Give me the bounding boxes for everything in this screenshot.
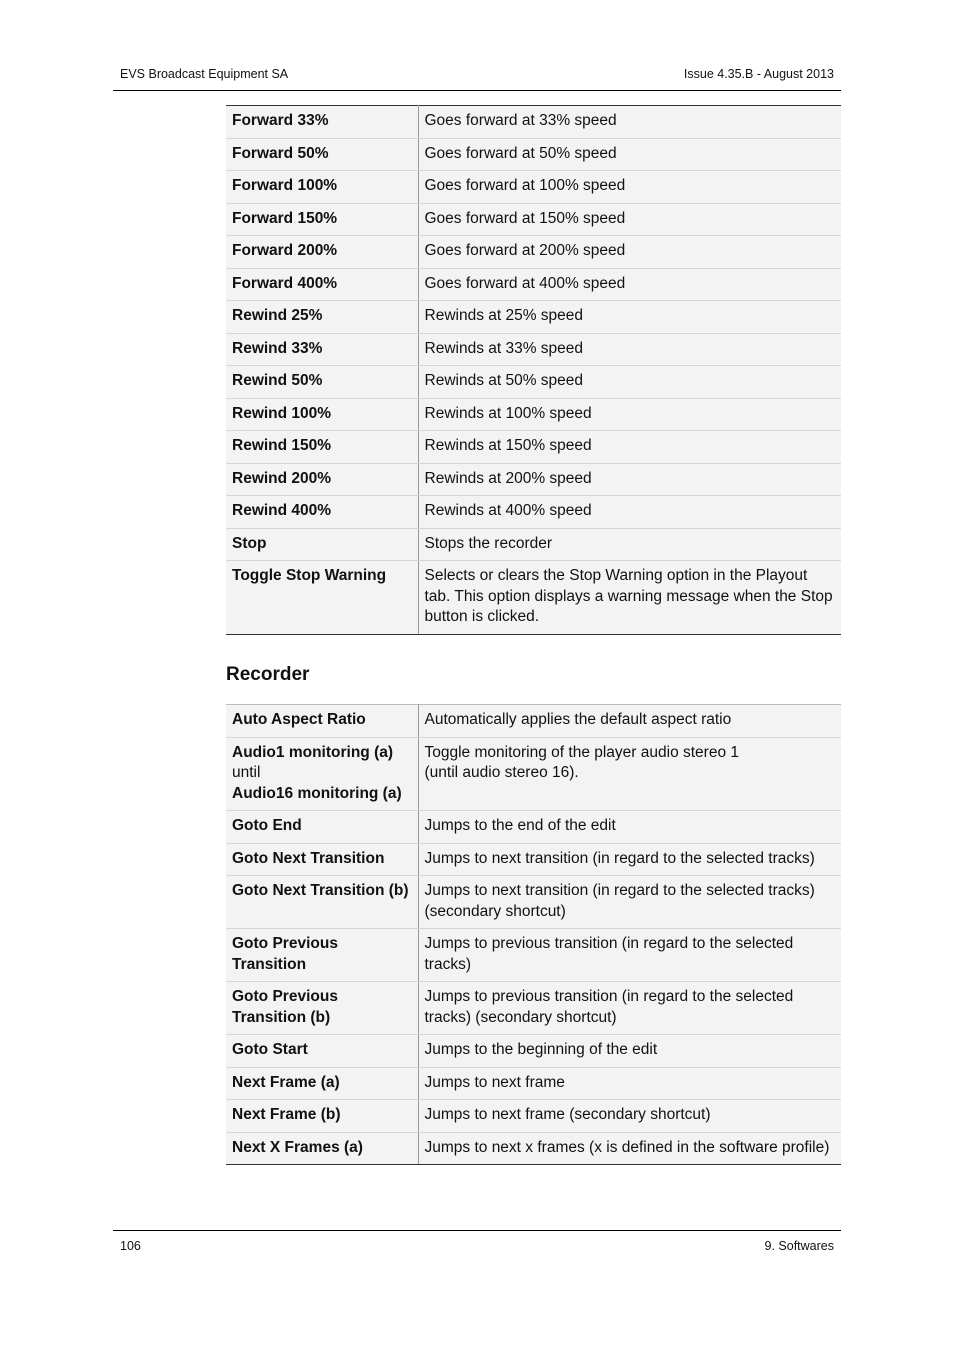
table-row xyxy=(226,463,841,496)
table-row xyxy=(226,138,841,171)
table-row xyxy=(226,236,841,269)
shortcut-table-playback xyxy=(226,105,841,635)
shortcut-range-word: until xyxy=(232,764,261,781)
shortcut-name-cell xyxy=(226,496,418,529)
shortcut-name-cell xyxy=(226,528,418,561)
shortcut-name-cell xyxy=(226,929,418,982)
table-row xyxy=(226,301,841,334)
shortcut-description-cell xyxy=(418,138,841,171)
shortcut-description: Jumps to next frame xyxy=(424,1073,565,1091)
table-row xyxy=(226,171,841,204)
shortcut-description-cell xyxy=(418,366,841,399)
table-row xyxy=(226,561,841,635)
shortcut-description: Goes forward at 400% speed xyxy=(424,274,626,292)
shortcut-description-cell xyxy=(418,528,841,561)
table-row xyxy=(226,528,841,561)
table-row xyxy=(226,333,841,366)
table-row xyxy=(226,203,841,236)
shortcut-name: Goto Start xyxy=(232,1041,308,1058)
shortcut-name-cell xyxy=(226,106,418,139)
shortcut-description-cell xyxy=(418,737,841,811)
shortcut-description-cell xyxy=(418,203,841,236)
shortcut-name: Goto End xyxy=(232,817,302,834)
shortcut-description-cell xyxy=(418,982,841,1035)
shortcut-description: Rewinds at 50% speed xyxy=(424,372,584,389)
header-company: EVS Broadcast Equipment SA xyxy=(120,67,289,81)
shortcut-description: Rewinds at 25% speed xyxy=(424,307,584,324)
table-row xyxy=(226,106,841,139)
shortcut-name-cell xyxy=(226,561,418,635)
shortcut-description-cell xyxy=(418,929,841,982)
table-row xyxy=(226,929,841,982)
table-row xyxy=(226,431,841,464)
shortcut-name: Rewind 50% xyxy=(232,372,323,389)
shortcut-description: Jumps to next transition (in regard to the selected tracks) xyxy=(424,849,815,867)
shortcut-description-cell xyxy=(418,171,841,204)
shortcut-name: Goto Next Transition (b) xyxy=(232,882,409,899)
shortcut-name-cell xyxy=(226,811,418,844)
table-row xyxy=(226,1132,841,1165)
shortcut-description-cell xyxy=(418,811,841,844)
table-row xyxy=(226,398,841,431)
shortcut-description: Rewinds at 33% speed xyxy=(424,339,584,357)
shortcut-description-cell xyxy=(418,333,841,366)
header-issue: Issue 4.35.B - August 2013 xyxy=(683,67,834,81)
footer-chapter: 9. Softwares xyxy=(764,1239,834,1253)
page-footer xyxy=(113,1230,841,1257)
shortcut-name-cell xyxy=(226,268,418,301)
table-row xyxy=(226,705,841,738)
page-number: 106 xyxy=(120,1239,141,1253)
table-row xyxy=(226,876,841,929)
shortcut-name: Forward 150% xyxy=(232,209,338,227)
shortcut-description: Jumps to the end of the edit xyxy=(424,817,616,834)
table-row xyxy=(226,496,841,529)
shortcut-name-cell xyxy=(226,301,418,334)
shortcut-name-end: Audio16 monitoring (a) xyxy=(232,784,402,802)
shortcut-description-cell xyxy=(418,236,841,269)
table-row xyxy=(226,268,841,301)
table-row xyxy=(226,843,841,876)
shortcut-description-cell xyxy=(418,398,841,431)
shortcut-name-cell xyxy=(226,1100,418,1133)
table-row xyxy=(226,737,841,811)
shortcut-name: Rewind 100% xyxy=(232,404,332,422)
shortcut-description-cell xyxy=(418,431,841,464)
shortcut-description: Jumps to next frame (secondary shortcut) xyxy=(424,1106,711,1123)
shortcut-description-cell xyxy=(418,1100,841,1133)
shortcut-name: Forward 50% xyxy=(232,144,329,162)
shortcut-description-cell xyxy=(418,301,841,334)
shortcut-name-cell xyxy=(226,1035,418,1068)
shortcut-description: Stops the recorder xyxy=(424,534,553,552)
shortcut-name: Next Frame (b) xyxy=(232,1106,341,1123)
page-header xyxy=(113,63,841,91)
table-row xyxy=(226,1035,841,1068)
shortcut-description: Goes forward at 200% speed xyxy=(424,242,626,259)
shortcut-name-cell xyxy=(226,431,418,464)
table-row xyxy=(226,811,841,844)
shortcut-description: Goes forward at 50% speed xyxy=(424,144,617,162)
shortcut-name-cell xyxy=(226,876,418,929)
shortcut-description-cell xyxy=(418,1035,841,1068)
shortcut-description-cell xyxy=(418,1132,841,1165)
shortcut-description-cell xyxy=(418,496,841,529)
shortcut-description: Selects or clears the Stop Warning option in the Playout tab. This option displays a warning message when the Stop button is clicked. xyxy=(424,567,833,625)
shortcut-name: Rewind 400% xyxy=(232,502,332,519)
shortcut-name: Goto Previous Transition xyxy=(232,935,338,973)
shortcut-name: Goto Previous Transition (b) xyxy=(232,988,338,1026)
shortcut-description: Goes forward at 100% speed xyxy=(424,177,626,194)
shortcut-name: Forward 100% xyxy=(232,177,338,194)
shortcut-description: Rewinds at 200% speed xyxy=(424,469,592,487)
shortcut-name: Forward 400% xyxy=(232,274,338,292)
shortcut-name-cell xyxy=(226,737,418,811)
shortcut-name-cell xyxy=(226,171,418,204)
shortcut-name: Auto Aspect Ratio xyxy=(232,711,366,728)
shortcut-description-cont: (until audio stereo 16). xyxy=(424,764,579,781)
shortcut-description: Rewinds at 100% speed xyxy=(424,404,592,422)
shortcut-name: Rewind 33% xyxy=(232,339,323,357)
shortcut-description: Jumps to the beginning of the edit xyxy=(424,1041,658,1058)
shortcut-name: Forward 200% xyxy=(232,242,338,259)
table-row xyxy=(226,1067,841,1100)
shortcut-name-cell xyxy=(226,463,418,496)
shortcut-description: Rewinds at 150% speed xyxy=(424,437,592,454)
shortcut-description: Automatically applies the default aspect ratio xyxy=(424,711,732,728)
shortcut-name: Next Frame (a) xyxy=(232,1073,340,1091)
table-row xyxy=(226,366,841,399)
shortcut-name-cell xyxy=(226,705,418,738)
shortcut-name: Audio1 monitoring (a) xyxy=(232,743,394,761)
shortcut-name: Stop xyxy=(232,534,267,552)
shortcut-description-cell xyxy=(418,268,841,301)
shortcut-description: Goes forward at 150% speed xyxy=(424,209,626,227)
shortcut-description-cell xyxy=(418,705,841,738)
section-title-recorder: Recorder xyxy=(226,664,310,685)
shortcut-name-cell xyxy=(226,203,418,236)
shortcut-name-cell xyxy=(226,1132,418,1165)
shortcut-description: Jumps to next transition (in regard to the selected tracks) (secondary shortcut) xyxy=(424,882,815,920)
shortcut-description: Rewinds at 400% speed xyxy=(424,502,592,519)
shortcut-description: Goes forward at 33% speed xyxy=(424,112,617,129)
shortcut-name-cell xyxy=(226,843,418,876)
shortcut-name-cell xyxy=(226,1067,418,1100)
shortcut-description: Jumps to previous transition (in regard to the selected tracks) xyxy=(424,935,794,973)
shortcut-table-recorder xyxy=(226,704,841,1165)
shortcut-description-cell xyxy=(418,463,841,496)
shortcut-name: Next X Frames (a) xyxy=(232,1138,363,1156)
shortcut-name-cell xyxy=(226,398,418,431)
shortcut-name-cell xyxy=(226,982,418,1035)
shortcut-name-cell xyxy=(226,333,418,366)
table-row xyxy=(226,1100,841,1133)
shortcut-description: Toggle monitoring of the player audio stereo 1 xyxy=(424,743,740,761)
shortcut-description: Jumps to previous transition (in regard to the selected tracks) (secondary shortcut) xyxy=(424,988,794,1026)
shortcut-name-cell xyxy=(226,366,418,399)
shortcut-name: Rewind 150% xyxy=(232,437,332,454)
shortcut-name: Goto Next Transition xyxy=(232,849,385,867)
shortcut-description-cell xyxy=(418,106,841,139)
shortcut-name: Forward 33% xyxy=(232,112,329,129)
table-row xyxy=(226,982,841,1035)
shortcut-name-cell xyxy=(226,138,418,171)
shortcut-name: Toggle Stop Warning xyxy=(232,567,387,584)
shortcut-description-cell xyxy=(418,561,841,635)
shortcut-name-cell xyxy=(226,236,418,269)
shortcut-description-cell xyxy=(418,876,841,929)
shortcut-description-cell xyxy=(418,1067,841,1100)
shortcut-description-cell xyxy=(418,843,841,876)
shortcut-name: Rewind 200% xyxy=(232,469,332,487)
shortcut-name: Rewind 25% xyxy=(232,307,323,324)
shortcut-description: Jumps to next x frames (x is defined in the software profile) xyxy=(424,1138,830,1156)
